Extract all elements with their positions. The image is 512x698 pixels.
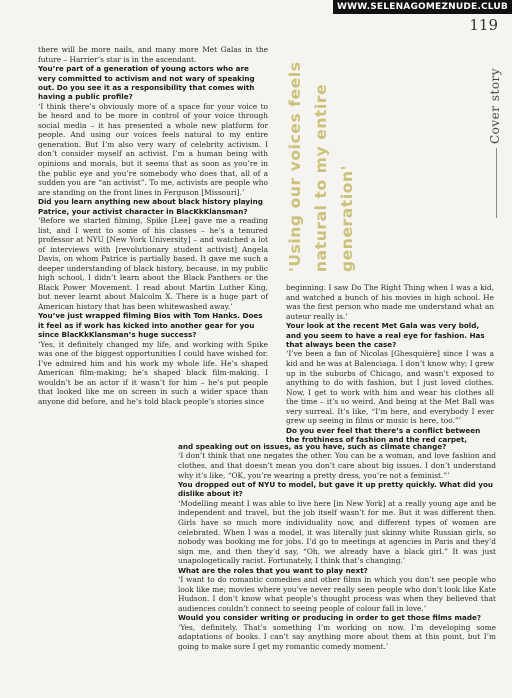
paragraph: ‘Before we started filming, Spike [Lee] gave me a reading list, and I went to some of his classes – he’s a tenured professor at NYU [New York University] – and watched a lot of interviews with [revolutionary student activist] Angela Davis, on whom Patrice is partially based. It gave me such a deeper understanding of black history, because, in my public high school, I didn’t learn about the Black Panthers or the Black Power Movement. I read about Martin Luther King, but never learnt about Malcolm X. There is a huge part of American history that has been whitewashed away.’ xyxy=(38,216,268,311)
article-column-left xyxy=(38,45,268,407)
interview-question: Did you learn anything new about black history playing Patrice, your activist character in BlacKkKlansman? xyxy=(38,197,263,216)
paragraph: there will be more nails, and many more Met Galas in the future – Harrier’s star is in the ascendant. xyxy=(38,45,268,64)
paragraph: ‘I don’t think that one negates the other. You can be a woman, and love fashion and clothes, and that doesn’t mean you don’t care about big issues. I don’t understand why it’s like, “OK, you’re wearing a pretty dress, you’re not a feminist.”’ xyxy=(178,451,496,480)
watermark: WWW.SELENAGOMEZNUDE.CLUB xyxy=(333,0,512,14)
section-label xyxy=(488,44,504,144)
interview-question: What are the roles that you want to play next? xyxy=(178,565,368,575)
article-column-lower xyxy=(178,442,496,651)
interview-question: Do you ever feel that there’s a conflict between the frothiness of fashion and the red carpet, xyxy=(286,425,481,445)
interview-question: You dropped out of NYU to model, but gave it up pretty quickly. What did you dislike about it? xyxy=(178,480,494,499)
paragraph: beginning. I saw Do The Right Thing when I was a kid, and watched a bunch of his movies in high school. He was the first person who made me understand what an auteur really is.’ xyxy=(286,283,494,321)
pull-quote xyxy=(282,52,362,272)
section-label-text: Cover story xyxy=(488,67,502,144)
paragraph: ‘Yes, it definitely changed my life, and working with Spike was one of the biggest opportunities I could have wished for. I’ve admired him and his work my whole life. He’s shaped American film-making; he’s shaped black film-making. I wouldn’t be an actor if it wasn’t for him – he’s put people that looked like me on screen in such a wider space than anyone did before, and he’s told black people’s stories since xyxy=(38,339,268,406)
page-number: 119 xyxy=(469,16,498,34)
paragraph: ‘I’ve been a fan of Nicolas [Ghesquière] since I was a kid and he was at Balenciaga. I don’t know why; I grew up in the suburbs of Chicago, and wasn’t exposed to anything to do with fashion, but I just loved clothes. Now, I get to work with him and wear his clothes all the time – it’s so weird. And being at the Met Ball was very surreal. It’s like, “I’m here, and everybody I ever grew up seeing in films or music is here, too.”’ xyxy=(286,349,494,426)
article-column-right xyxy=(286,283,494,445)
paragraph: ‘I think there’s obviously more of a space for your voice to be heard and to be more in control of your voice through social media – it has presented a whole new platform for people. And using our voices feels natural to my entire generation. But I’m also very wary of celebrity activism. I don’t consider myself an activist. I’m a human being with opinions and morals, but it seems that as soon as you’re in the public eye and you’re somebody who does that, all of a sudden you are “an activist”. To me, activists are people who are standing on the front lines in Ferguson [Missouri].’ xyxy=(38,101,268,197)
interview-question: You’re part of a generation of young actors who are very committed to activism and not wary of speaking out. Do you see it as a responsibility that comes with having a public profile? xyxy=(38,64,255,102)
pull-quote-text: 'Using our voices feels natural to my entire generation' xyxy=(286,61,356,272)
section-divider xyxy=(496,148,497,218)
paragraph: ‘Modelling meant I was able to live here [in New York] at a really young age and be independent and travel, but the job itself wasn’t for me. But it was different then. Girls have so much more individuality now, and different types of women are celebrated. When I was a model, it was literally just skinny white Russian girls, so nobody was booking me for jobs. I’d go to meetings at agencies in Paris and they’d sign me, and then they’d say, “Oh, we already have a black girl.” It was just unapologetically racist. Fortunately, I think that’s changing.’ xyxy=(178,498,496,566)
interview-question: Your look at the recent Met Gala was very bold, and you seem to have a real eye for fashion. Has that always been the case? xyxy=(286,321,485,349)
paragraph: ‘Yes, definitely. That’s something I’m working on now. I’m developing some adaptations of books. I can’t say anything more about them at this point, but I’m going to make sure I get my romantic comedy moment.’ xyxy=(178,622,496,651)
interview-question: You’ve just wrapped filming Bios with Tom Hanks. Does it feel as if work has kicked into another gear for you since BlacKkKlansman’s huge success? xyxy=(38,311,263,340)
paragraph: ‘I want to do romantic comedies and other films in which you don’t see people who look like me; movies where you’ve never really seen people who don’t look like Kate Hudson. I don’t know what people’s thought process was when they believed that audiences couldn’t connect to seeing people of colour fall in love.’ xyxy=(178,575,496,613)
interview-question: Would you consider writing or producing in order to get those films made? xyxy=(178,613,482,623)
interview-question-continued: and speaking out on issues, as you have, such as climate change? xyxy=(178,442,447,451)
